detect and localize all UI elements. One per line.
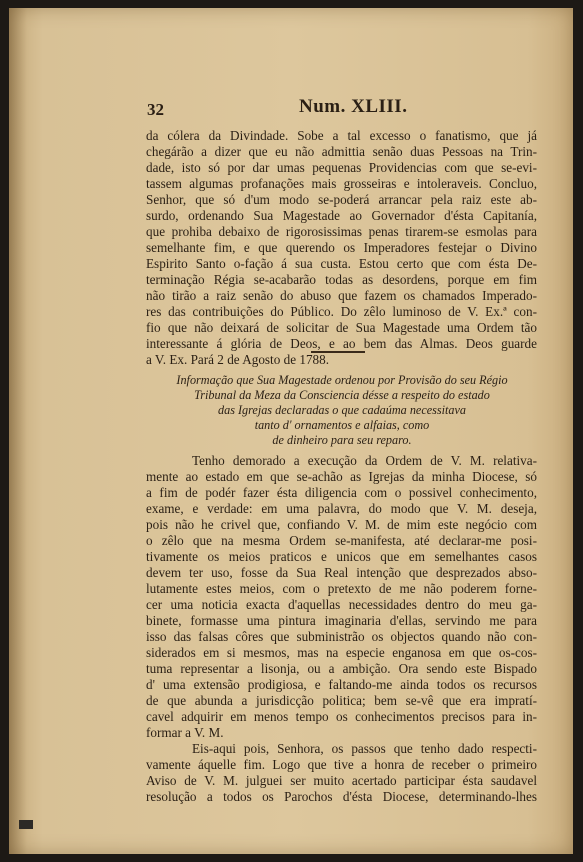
text-line: cer uma noticia exacta d'aquellas necessidades dentro do meu ga- <box>146 597 537 612</box>
section-divider-rule <box>311 351 365 353</box>
text-line: não tirão a raiz senão do abuso que fazem os chamados Imperado- <box>146 288 537 303</box>
text-line: tassem algumas profanações mais grosseiras e intoleraveis. Concluo, <box>146 176 537 191</box>
text-line: siderados em si mesmos, mas na especie enganosa em que os-cos- <box>146 645 537 660</box>
section-title-line: Informação que Sua Magestade ordenou por Provisão do seu Régio <box>176 373 508 387</box>
text-line: lutamente estes meios, com o pretexto de me não poderem forne- <box>146 581 537 596</box>
text-line: Eis-aqui pois, Senhora, os passos que tenho dado respecti- <box>192 741 537 756</box>
text-line: surdo, ordenando Sua Magestade ao Governador d'ésta Capitanía, <box>146 208 537 223</box>
text-line: Aviso de V. M. julguei ser muito acertado participar ésta saudavel <box>146 773 537 788</box>
text-line: mente ao estado em que se-achão as Igrejas da minha Diocese, só <box>146 469 537 484</box>
text-line: que prohiba debaixo de rigorosissimas penas tirarem-se esmolas para <box>146 224 537 239</box>
text-line: interessante á glória de Deos, e ao bem das Almas. Deos guarde <box>146 336 537 351</box>
text-line: vamente áquelle fim. Logo que tive a honra de receber o primeiro <box>146 757 537 772</box>
text-line: de que abunda a jurisdicção politica; bem se-vê que era impratí- <box>146 693 537 708</box>
text-line: isso das falsas côres que subministrão os objectos quando não con- <box>146 629 537 644</box>
text-line: cavel adquirir em menos tempo os conhecimentos precisos para in- <box>146 709 537 724</box>
text-line: res das contribuições do Público. Do zêlo luminoso de V. Ex.ª con- <box>146 304 537 319</box>
page-number: 32 <box>147 100 164 119</box>
section-title-line: de dinheiro para seu reparo. <box>272 433 412 447</box>
text-line: pois não he crivel que, confiando V. M. de mim este negócio com <box>146 517 537 532</box>
text-line: formar a V. M. <box>146 725 224 740</box>
text-line: o zêlo que na mesma Ordem se-manifesta, até declarar-me posi- <box>146 533 537 548</box>
text-line: tuma representar a lisonja, ou a ambição. Ora sendo este Bispado <box>146 661 537 676</box>
text-line: d' uma extensão prodigiosa, e faltando-me ainda todos os recursos <box>146 677 537 692</box>
text-line: Tenho demorado a execução da Ordem de V. M. relativa- <box>192 453 537 468</box>
section-title-line: Tribunal da Meza da Consciencia désse a respeito do estado <box>194 388 490 402</box>
text-line: resolução a todos os Parochos d'ésta Diocese, determinando-lhes <box>146 789 537 804</box>
text-line: a fim de podér fazer ésta diligencia com o possivel conhecimento, <box>146 485 537 500</box>
text-line: binete, formasse uma pintura imaginaria d'ellas, servindo me para <box>146 613 537 628</box>
text-line: fio que não deixará de solicitar de Sua Magestade uma Ordem tão <box>146 320 537 335</box>
text-line: dade, isto só por dar umas pequenas Providencias com que se-evi- <box>146 160 537 175</box>
text-line: devem ter uso, fosse da Sua Real intenção que desprezados abso- <box>146 565 537 580</box>
text-line: Espirito Santo o-fação á sua custa. Estou certo que com ésta De- <box>146 256 537 271</box>
text-line: exame, e verdade: em uma palavra, do modo que V. M. deseja, <box>146 501 537 516</box>
text-line: Senhor, que só d'um modo se-poderá arrancar pela raiz este ab- <box>146 192 537 207</box>
text-line: chegárão a dizer que eu não admittia senão duas Pessoas na Trin- <box>146 144 537 159</box>
section-title-line: das Igrejas declaradas o que cadaúma necessitava <box>218 403 466 417</box>
text-line: tivamente os meios praticos e unicos que em semelhantes casos <box>146 549 537 564</box>
text-line: semelhante fim, e que querendo os Imperadores festejar o Divino <box>146 240 537 255</box>
book-page <box>9 8 573 854</box>
running-head: Num. XLIII. <box>299 96 408 117</box>
text-line: da cólera da Divindade. Sobe a tal excesso o fanatismo, que já <box>146 128 537 143</box>
section-title-line: tanto d' ornamentos e alfaias, como <box>254 418 430 432</box>
letter-closing-line: a V. Ex. Pará 2 de Agosto de 1788. <box>146 352 330 367</box>
library-label <box>19 820 33 829</box>
text-line: terminação Régia se-acabarão todas as desordens, porque em fim <box>146 272 537 287</box>
